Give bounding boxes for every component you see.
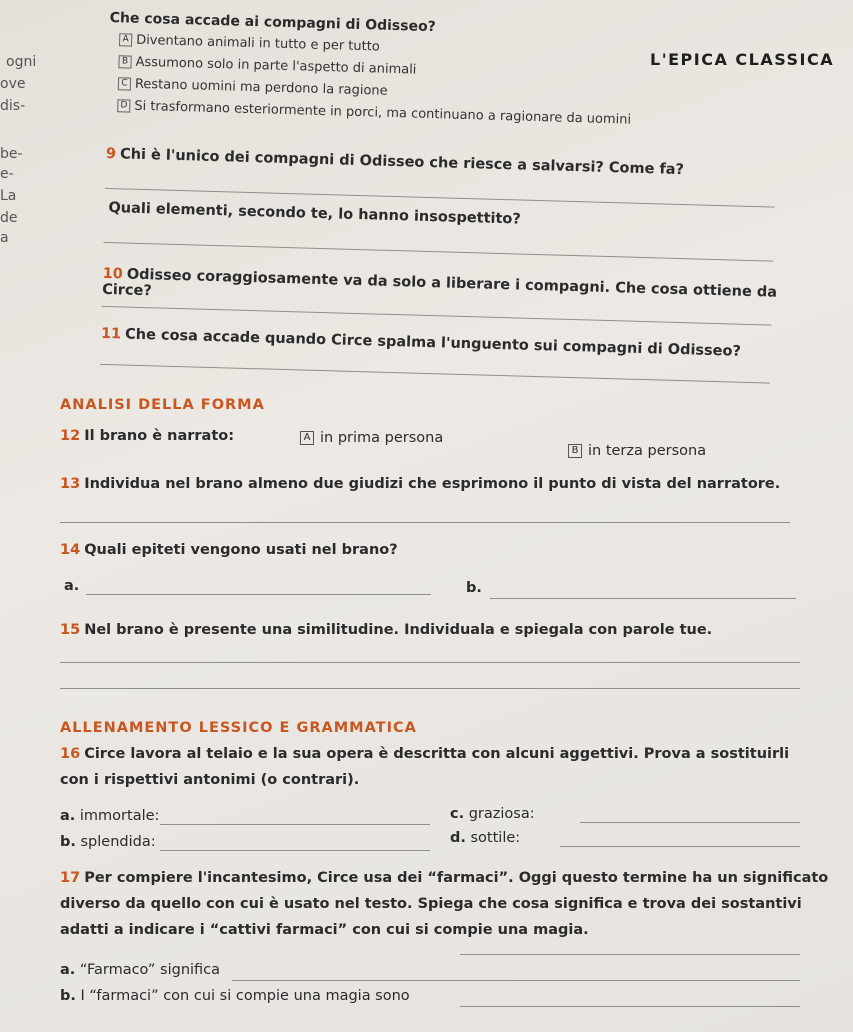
margin-fragment: a <box>0 230 9 246</box>
checkbox-b[interactable]: B <box>118 55 131 68</box>
question-9b-text: Quali elementi, secondo te, lo hanno insospettito? <box>108 200 521 228</box>
answer-field-graziosa[interactable] <box>580 822 800 823</box>
question-16-number: 16 <box>60 746 81 762</box>
q16-item-a <box>60 808 159 824</box>
q17-item-b-label: b. <box>60 988 76 1004</box>
answer-line[interactable] <box>460 954 800 955</box>
question-14 <box>60 542 398 558</box>
q16-item-a-word: immortale: <box>79 808 160 824</box>
q16-item-d-label: d. <box>450 830 466 846</box>
option-terza-persona[interactable] <box>568 443 706 459</box>
margin-fragment: be- <box>0 146 23 162</box>
section-allenamento-title: ALLENAMENTO LESSICO E GRAMMATICA <box>60 720 417 736</box>
margin-fragment: e- <box>0 166 14 182</box>
option-c[interactable] <box>118 76 388 99</box>
margin-fragment: ove <box>0 76 26 92</box>
answer-field-immortale[interactable] <box>160 824 430 825</box>
question-16-text-2: con i rispettivi antonimi (o contrari). <box>60 772 360 788</box>
page-section-title: L'EPICA CLASSICA <box>650 50 835 69</box>
question-9-number: 9 <box>105 145 117 163</box>
answer-line[interactable] <box>60 662 800 663</box>
question-16-text-1: Circe lavora al telaio e la sua opera è descritta con alcuni aggettivi. Prova a sostituirli <box>84 746 790 762</box>
answer-field-splendida[interactable] <box>160 850 430 851</box>
option-prima-persona-text: in prima persona <box>320 430 444 446</box>
q16-item-c-word: graziosa: <box>468 806 535 822</box>
margin-fragment: de <box>0 210 18 226</box>
question-17 <box>60 870 828 886</box>
question-14-text: Quali epiteti vengono usati nel brano? <box>84 542 398 558</box>
q17-item-b-text: I “farmaci” con cui si compie una magia sono <box>80 988 410 1004</box>
question-17-text-3: adatti a indicare i “cattivi farmaci” con cui si compie una magia. <box>60 922 589 938</box>
question-14-a-label: a. <box>64 578 80 594</box>
option-a[interactable] <box>119 32 380 54</box>
margin-fragment: dis- <box>0 98 26 114</box>
answer-line[interactable] <box>100 364 770 384</box>
question-12-text: Il brano è narrato: <box>84 428 235 444</box>
question-13-number: 13 <box>60 476 81 492</box>
option-a-text: Diventano animali in tutto e per tutto <box>135 32 380 55</box>
q16-item-b-word: splendida: <box>80 834 156 850</box>
question-13-text: Individua nel brano almeno due giudizi che esprimono il punto di vista del narratore. <box>84 476 781 492</box>
question-12 <box>60 428 234 444</box>
question-17-text-1: Per compiere l'incantesimo, Circe usa dei “farmaci”. Oggi questo termine ha un significato <box>84 870 829 886</box>
checkbox-a[interactable]: A <box>300 431 314 445</box>
question-11 <box>101 326 741 360</box>
option-c-text: Restano uomini ma perdono la ragione <box>134 76 388 99</box>
question-14-b-label: b. <box>466 580 482 596</box>
question-17-text-2: diverso da quello con cui è usato nel testo. Spiega che cosa significa e trova dei sostantivi <box>60 896 802 912</box>
q16-item-a-label: a. <box>60 808 76 824</box>
answer-line[interactable] <box>60 688 800 689</box>
q17-item-a-label: a. <box>60 962 76 978</box>
answer-field-b[interactable] <box>490 598 796 599</box>
question-15 <box>60 622 712 638</box>
answer-field-farmaco[interactable] <box>232 980 800 981</box>
q16-item-b-label: b. <box>60 834 76 850</box>
question-8-title: Che cosa accade ai compagni di Odisseo? <box>109 10 437 36</box>
answer-line[interactable] <box>60 522 790 523</box>
option-b[interactable] <box>118 54 416 77</box>
q17-item-b <box>60 988 410 1004</box>
answer-field-sottile[interactable] <box>560 846 800 847</box>
q17-item-a <box>60 962 220 978</box>
option-prima-persona[interactable] <box>300 430 443 446</box>
answer-field-farmaci-magia[interactable] <box>460 1006 800 1007</box>
question-15-number: 15 <box>60 622 81 638</box>
question-11-number: 11 <box>100 325 122 343</box>
question-8 <box>110 10 436 35</box>
option-d-text: Si trasformano esteriormente in porci, ma continuano a ragionare da uomini <box>134 98 632 128</box>
section-analisi-title: ANALISI DELLA FORMA <box>60 397 265 413</box>
checkbox-d[interactable]: D <box>117 99 130 112</box>
question-10-text: Odisseo coraggiosamente va da solo a liberare i compagni. Che cosa ottiene da Circe? <box>101 266 778 301</box>
question-13 <box>60 476 780 492</box>
checkbox-c[interactable]: C <box>118 77 131 90</box>
option-terza-persona-text: in terza persona <box>588 443 707 459</box>
option-b-text: Assumono solo in parte l'aspetto di animali <box>135 54 417 78</box>
question-15-text: Nel brano è presente una similitudine. Individuala e spiegala con parole tue. <box>84 622 713 638</box>
question-9 <box>106 146 684 178</box>
question-17-number: 17 <box>60 870 81 886</box>
question-9b <box>104 200 521 228</box>
q16-item-c-label: c. <box>450 806 465 822</box>
question-14-number: 14 <box>60 542 81 558</box>
margin-fragment: ogni <box>6 54 37 70</box>
question-12-number: 12 <box>60 428 81 444</box>
q16-item-d <box>450 830 520 846</box>
question-10-number: 10 <box>102 265 124 283</box>
question-16 <box>60 746 789 762</box>
checkbox-a[interactable]: A <box>119 33 132 46</box>
question-11-text: Che cosa accade quando Circe spalma l'unguento sui compagni di Odisseo? <box>124 326 742 360</box>
q17-item-a-text: “Farmaco” significa <box>79 962 221 978</box>
q16-item-b <box>60 834 156 850</box>
q16-item-d-word: sottile: <box>470 830 521 846</box>
question-9-text: Chi è l'unico dei compagni di Odisseo che riesce a salvarsi? Come fa? <box>119 146 685 179</box>
answer-field-a[interactable] <box>86 594 431 595</box>
margin-fragment: La <box>0 188 17 204</box>
answer-line[interactable] <box>103 242 773 262</box>
question-10 <box>102 266 823 318</box>
q16-item-c <box>450 806 535 822</box>
checkbox-b[interactable]: B <box>568 444 582 458</box>
option-d[interactable] <box>117 98 631 127</box>
